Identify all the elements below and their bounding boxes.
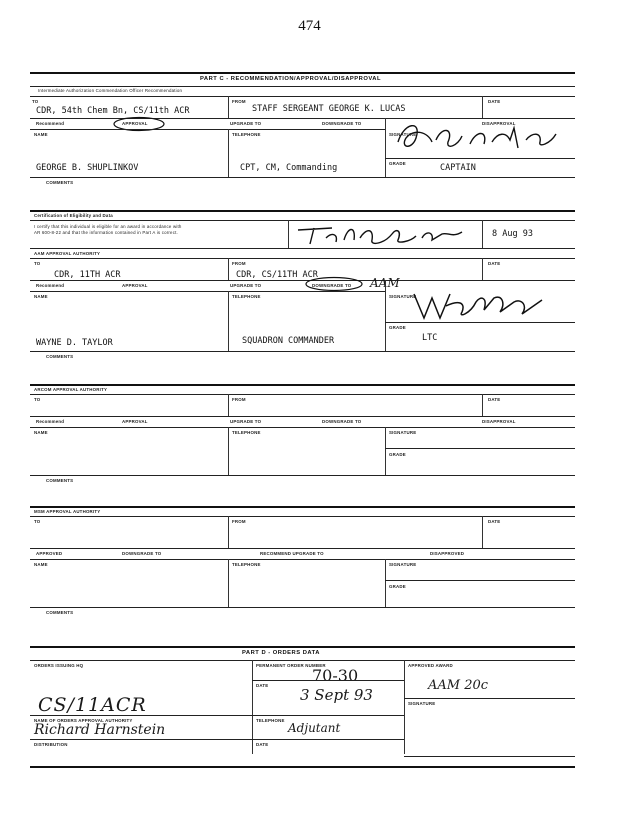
- date-label: DATE: [488, 99, 501, 104]
- to-field[interactable]: CDR, 54th Chem Bn, CS/11th ACR: [36, 106, 190, 116]
- name-label: NAME: [34, 132, 48, 137]
- section-divider: [30, 646, 575, 648]
- msm-approved-option[interactable]: APPROVED: [36, 551, 63, 556]
- grade-label: GRADE: [389, 161, 406, 166]
- page-number: 474: [298, 18, 321, 34]
- aam-position-field[interactable]: SQUADRON COMMANDER: [242, 336, 335, 346]
- msm-from-label: FROM: [232, 519, 246, 524]
- divider: [30, 715, 404, 716]
- arcom-recommend-label: Recommend: [36, 419, 65, 424]
- msm-name-label: NAME: [34, 562, 48, 567]
- arcom-date-label: DATE: [488, 397, 501, 402]
- divider: [30, 96, 575, 97]
- divider: [482, 220, 483, 248]
- permanent-order-field[interactable]: 70-30: [312, 666, 359, 685]
- divider: [228, 129, 229, 177]
- aam-grade-field[interactable]: LTC: [422, 333, 438, 343]
- divider: [482, 516, 483, 548]
- divider: [288, 220, 289, 248]
- orders-issuing-field[interactable]: CS/11ACR: [38, 694, 147, 716]
- divider: [30, 739, 404, 740]
- divider: [482, 96, 483, 118]
- divider: [404, 698, 575, 699]
- position-field[interactable]: CPT, CM, Commanding: [240, 163, 338, 173]
- msm-downgrade-option[interactable]: DOWNGRADE TO: [122, 551, 162, 556]
- divider: [30, 660, 575, 661]
- signature-label: SIGNATURE: [389, 132, 417, 137]
- section-divider: [30, 210, 575, 212]
- divider: [228, 96, 229, 118]
- part-d-date-field[interactable]: 3 Sept 93: [300, 686, 373, 704]
- divider: [385, 427, 386, 475]
- telephone-label: TELEPHONE: [232, 132, 261, 137]
- aam-name-label: NAME: [34, 294, 48, 299]
- divider: [30, 416, 575, 417]
- arcom-downgrade-option[interactable]: DOWNGRADE TO: [322, 419, 362, 424]
- aam-downgrade-option[interactable]: DOWNGRADE TO: [312, 283, 352, 288]
- divider: [404, 660, 405, 754]
- comments-field[interactable]: [30, 186, 575, 210]
- msm-date-label: DATE: [488, 519, 501, 524]
- approval-option[interactable]: APPROVAL: [122, 121, 148, 126]
- divider: [30, 427, 575, 428]
- distribution-label: DISTRIBUTION: [34, 742, 68, 747]
- divider: [30, 248, 575, 249]
- to-label: TO: [32, 99, 39, 104]
- from-field[interactable]: STAFF SERGEANT GEORGE K. LUCAS: [252, 104, 406, 114]
- divider: [30, 258, 575, 259]
- aam-telephone-label: TELEPHONE: [232, 294, 261, 299]
- arcom-upgrade-option[interactable]: UPGRADE TO: [230, 419, 262, 424]
- part-d-signature-label: SIGNATURE: [408, 701, 436, 706]
- aam-from-field[interactable]: CDR, CS/11TH ACR: [236, 270, 318, 280]
- aam-annotation: AAM: [370, 276, 400, 290]
- divider: [385, 580, 575, 581]
- divider: [228, 559, 229, 607]
- arcom-comments-field[interactable]: [30, 484, 575, 506]
- aam-comments-field[interactable]: [30, 360, 575, 384]
- divider: [30, 280, 575, 281]
- aam-from-label: FROM: [232, 261, 246, 266]
- authority-name-label: NAME OF ORDERS APPROVAL AUTHORITY: [34, 718, 133, 723]
- part-d-date-label-2: DATE: [256, 742, 269, 747]
- from-label: FROM: [232, 99, 246, 104]
- certification-text-1: I certify that this individual is eligible for an award in accordance with: [34, 224, 182, 229]
- msm-grade-label: GRADE: [389, 584, 406, 589]
- permanent-order-label: PERMANENT ORDER NUMBER: [256, 663, 326, 668]
- divider: [385, 559, 386, 607]
- grade-field[interactable]: CAPTAIN: [440, 163, 476, 173]
- msm-title: MSM APPROVAL AUTHORITY: [34, 509, 101, 514]
- divider: [385, 280, 386, 351]
- divider: [228, 394, 229, 416]
- msm-to-label: TO: [34, 519, 41, 524]
- arcom-comments-label: COMMENTS: [46, 478, 74, 483]
- aam-title: AAM APPROVAL AUTHORITY: [34, 251, 101, 256]
- part-d-telephone-field[interactable]: Adjutant: [288, 721, 341, 735]
- downgrade-circle-mark: [304, 276, 364, 292]
- msm-comments-field[interactable]: [30, 616, 575, 646]
- signature-mark: [392, 118, 572, 156]
- orders-issuing-label: ORDERS ISSUING HQ: [34, 663, 84, 668]
- divider: [30, 351, 575, 352]
- form-top-border: [30, 72, 575, 74]
- approved-award-label: APPROVED AWARD: [408, 663, 453, 668]
- arcom-title: ARCOM APPROVAL AUTHORITY: [34, 387, 108, 392]
- arcom-disapproval-option[interactable]: DISAPPROVAL: [482, 419, 516, 424]
- arcom-name-label: NAME: [34, 430, 48, 435]
- divider: [228, 258, 229, 280]
- msm-telephone-label: TELEPHONE: [232, 562, 261, 567]
- divider: [30, 607, 575, 608]
- aam-grade-label: GRADE: [389, 325, 406, 330]
- divider: [482, 394, 483, 416]
- part-c-title: PART C - RECOMMENDATION/APPROVAL/DISAPPROVAL: [200, 76, 381, 82]
- award-form: [30, 66, 575, 770]
- section-divider: [30, 506, 575, 508]
- msm-comments-label: COMMENTS: [46, 610, 74, 615]
- arcom-telephone-label: TELEPHONE: [232, 430, 261, 435]
- divider: [228, 291, 229, 351]
- divider: [30, 516, 575, 517]
- divider: [228, 427, 229, 475]
- aam-name-field[interactable]: WAYNE D. TAYLOR: [36, 338, 113, 348]
- msm-signature-label: SIGNATURE: [389, 562, 417, 567]
- divider: [30, 559, 575, 560]
- divider: [252, 680, 404, 681]
- aam-to-label: TO: [34, 261, 41, 266]
- upgrade-option[interactable]: UPGRADE TO: [230, 121, 262, 126]
- certification-text-2: AR 600-8-22 and that the information contained in Part A is correct.: [34, 230, 178, 235]
- divider: [385, 322, 575, 323]
- aam-date-label: DATE: [488, 261, 501, 266]
- form-bottom-border: [30, 766, 575, 768]
- certification-date[interactable]: 8 Aug 93: [492, 229, 533, 239]
- aam-approval-option[interactable]: APPROVAL: [122, 283, 148, 288]
- divider: [385, 158, 575, 159]
- aam-signature-mark: [410, 288, 560, 322]
- certification-signature: [292, 220, 472, 248]
- aam-signature-label: SIGNATURE: [389, 294, 417, 299]
- divider: [30, 291, 385, 292]
- authority-name-field[interactable]: Richard Harnstein: [34, 722, 166, 738]
- aam-upgrade-option[interactable]: UPGRADE TO: [230, 283, 262, 288]
- aam-comments-label: COMMENTS: [46, 354, 74, 359]
- section-divider: [30, 384, 575, 386]
- divider: [30, 394, 575, 395]
- msm-disapproved-option[interactable]: DISAPPROVED: [430, 551, 465, 556]
- divider: [30, 475, 575, 476]
- arcom-approval-option[interactable]: APPROVAL: [122, 419, 148, 424]
- msm-recommend-upgrade-option[interactable]: RECOMMEND UPGRADE TO: [260, 551, 324, 556]
- recommend-label: Recommend: [36, 121, 65, 126]
- header-line: Intermediate Authorization Commendation Officer Recommendation: [38, 88, 183, 93]
- part-d-title: PART D - ORDERS DATA: [242, 650, 320, 656]
- arcom-to-label: TO: [34, 397, 41, 402]
- arcom-signature-label: SIGNATURE: [389, 430, 417, 435]
- comments-label: COMMENTS: [46, 180, 74, 185]
- disapproval-option[interactable]: DISAPPROVAL: [482, 121, 516, 126]
- certification-title: Certification of Eligibility and Data: [34, 213, 113, 218]
- divider: [228, 516, 229, 548]
- divider: [30, 129, 385, 130]
- divider: [30, 177, 575, 178]
- divider: [404, 756, 575, 757]
- name-field[interactable]: GEORGE B. SHUPLINKOV: [36, 163, 139, 173]
- aam-to-field[interactable]: CDR, 11TH ACR: [54, 270, 121, 280]
- part-d-telephone-label: TELEPHONE: [256, 718, 285, 723]
- part-d-date-label: DATE: [256, 683, 269, 688]
- divider: [30, 548, 575, 549]
- divider: [385, 448, 575, 449]
- arcom-grade-label: GRADE: [389, 452, 406, 457]
- divider: [482, 258, 483, 280]
- divider: [30, 86, 575, 87]
- arcom-from-label: FROM: [232, 397, 246, 402]
- divider: [385, 118, 386, 177]
- aam-recommend-label: Recommend: [36, 283, 65, 288]
- downgrade-option[interactable]: DOWNGRADE TO: [322, 121, 362, 126]
- approved-award-field[interactable]: AAM 20c: [428, 678, 489, 693]
